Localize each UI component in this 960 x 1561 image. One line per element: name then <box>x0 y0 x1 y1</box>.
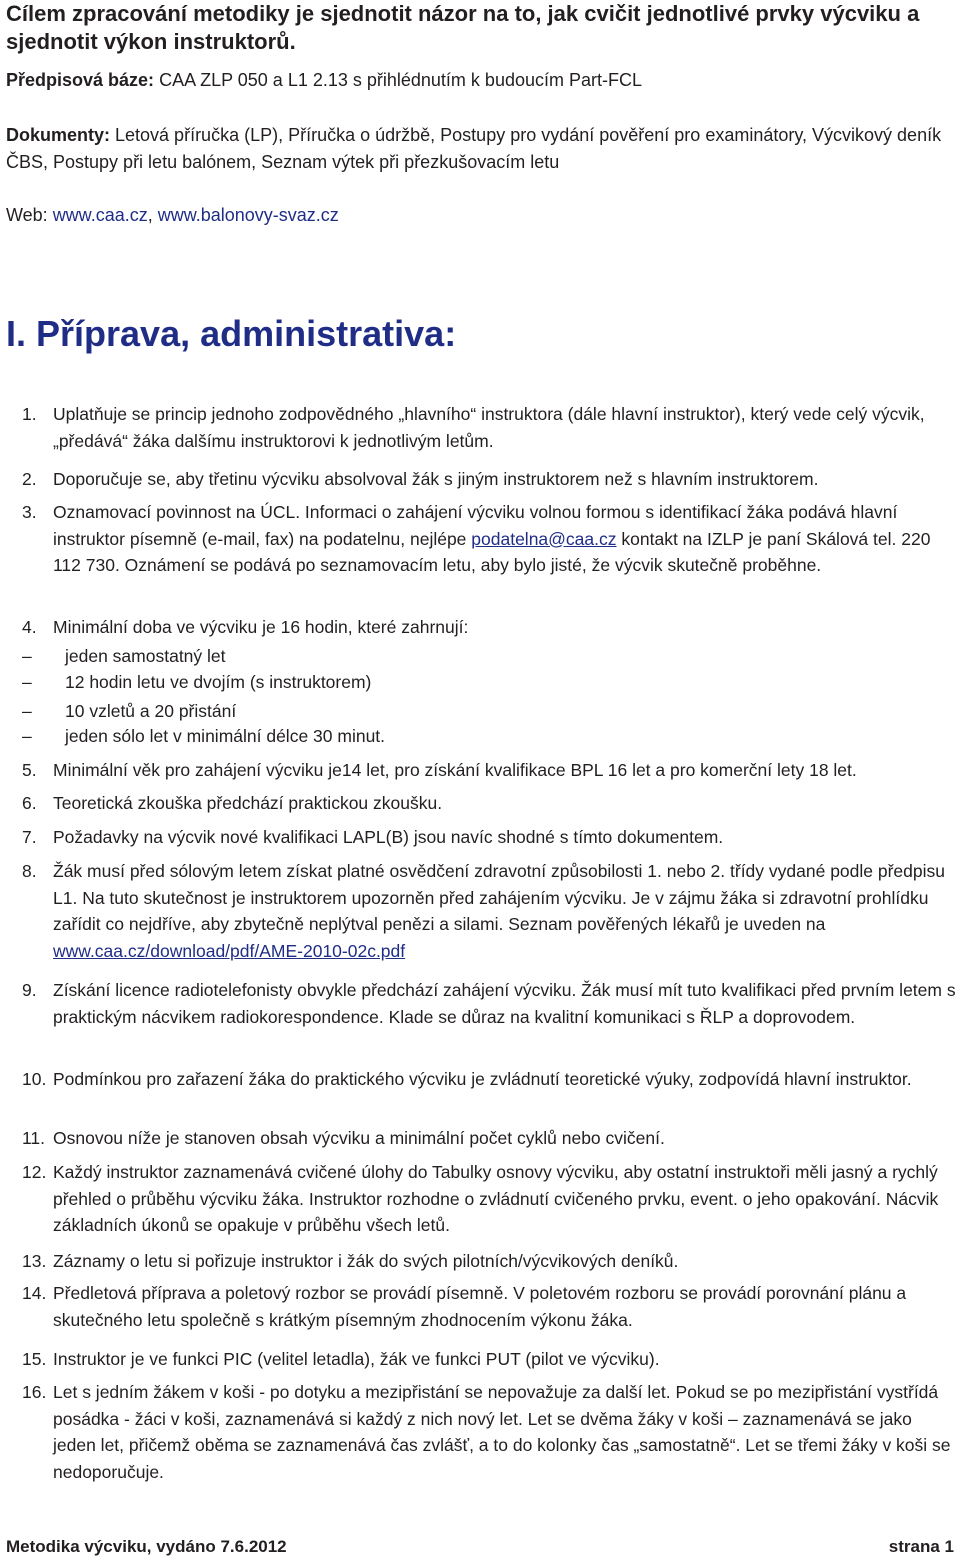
footer-document-info: Metodika výcviku, vydáno 7.6.2012 <box>6 1537 287 1556</box>
sub-item-text: 10 vzletů a 20 přistání <box>65 701 237 721</box>
item-number: 7. <box>22 827 37 847</box>
item-number: 6. <box>22 793 37 813</box>
item-number: 3. <box>22 502 37 522</box>
item-text-part: kontakt na IZLP je paní Skálová tel. 220 112 730. Oznámení se podává po seznamovacím letu, aby bylo jisté, že výcvik skutečně proběhne. <box>53 528 931 575</box>
item-number: 12. <box>22 1162 47 1182</box>
item-number: 5. <box>22 760 37 780</box>
item-number: 11. <box>22 1128 46 1148</box>
item-text: Každý instruktor zaznamenává cvičené úlohy do Tabulky osnovy výcviku, aby ostatní instruktoři měli jasný a rychlý přehled o průběhu výcviku žáka. Instruktor rozhodne o zvládnutí cvičeného prvku, event. o jeho opakování. Nácvik základních úkonů se opakuje v průběhu všech letů. <box>53 1162 939 1235</box>
item-number: 16. <box>22 1382 47 1402</box>
item-number: 4. <box>22 617 37 637</box>
item-text: Minimální věk pro zahájení výcviku je14 let, pro získání kvalifikace BPL 16 let a pro komerční lety 18 let. <box>53 760 857 780</box>
item-text: Záznamy o letu si pořizuje instruktor i žák do svých pilotních/výcvikových deníků. <box>53 1251 679 1271</box>
item-number: 8. <box>22 861 37 881</box>
list-item-15 <box>22 1346 957 1373</box>
item-text: Let s jedním žákem v koši - po dotyku a mezipřistání se nepovažuje za další let. Pokud se po mezipřistání vystřídá posádka - žáci v koši, zaznamenává si každý z nich nový let. Let se dvěma žáky v koši – zaznamenává se jako jeden let, přičemž oběma se zaznamenává čas zvlášť, a to do kolonky čas „samostatně“. Let se třemi žáky v koši se nedoporučuje. <box>53 1382 951 1482</box>
list-item-8 <box>22 858 957 964</box>
list-item-11 <box>22 1125 957 1152</box>
sub-item <box>22 698 236 724</box>
list-item-2 <box>22 466 957 493</box>
list-item-3 <box>22 499 957 579</box>
list-item-10 <box>22 1066 957 1093</box>
list-item-14 <box>22 1280 957 1333</box>
list-item-12 <box>22 1159 957 1239</box>
sub-item-text: 12 hodin letu ve dvojím (s instruktorem) <box>65 672 372 692</box>
item-text: Získání licence radiotelefonisty obvykle předchází zahájení výcviku. Žák musí mít tuto kvalifikaci před prvním letem s praktickým nácvikem radiokorespondence. Klade se důraz na kvalitní komunikaci s ŘLP a doprovodem. <box>53 980 956 1027</box>
intro-heading: Cílem zpracování metodiky je sjednotit názor na to, jak cvičit jednotlivé prvky výcviku a sjednotit výkon instruktorů. <box>6 1 920 54</box>
item-text: Minimální doba ve výcviku je 16 hodin, které zahrnují: <box>53 617 469 637</box>
item-text: Doporučuje se, aby třetinu výcviku absolvoval žák s jiným instruktorem než s hlavním instruktorem. <box>53 469 819 489</box>
dash-marker: – <box>22 701 32 721</box>
list-item-7 <box>22 824 957 851</box>
sub-item-text: jeden samostatný let <box>65 646 226 666</box>
basis-label: Předpisová báze: <box>6 70 155 90</box>
item-number: 10. <box>22 1069 47 1089</box>
web-label: Web: <box>6 205 53 225</box>
dash-marker: – <box>22 672 32 692</box>
list-item-13 <box>22 1248 957 1275</box>
documents-label: Dokumenty: <box>6 125 111 145</box>
web-link-caa[interactable]: www.caa.cz <box>52 205 148 225</box>
item-number: 15. <box>22 1349 47 1369</box>
basis-value: CAA ZLP 050 a L1 2.13 s přihlédnutím k budoucím Part-FCL <box>154 70 642 90</box>
footer-page-number: strana 1 <box>888 1537 954 1556</box>
web-link-balonovy-svaz[interactable]: www.balonovy-svaz.cz <box>157 205 339 225</box>
list-item-9 <box>22 977 957 1030</box>
list-item-5 <box>22 757 957 784</box>
list-item-6 <box>22 790 957 817</box>
item-text: Instruktor je ve funkci PIC (velitel letadla), žák ve funkci PUT (pilot ve výcviku). <box>53 1349 660 1369</box>
item-text: Osnovou níže je stanoven obsah výcviku a minimální počet cyklů nebo cvičení. <box>53 1128 665 1148</box>
item-number: 14. <box>22 1283 47 1303</box>
item-text <box>53 499 957 579</box>
item-number: 9. <box>22 980 37 1000</box>
section-title: I. Příprava, administrativa: <box>6 313 457 354</box>
item-number: 1. <box>22 404 37 424</box>
list-item-16 <box>22 1379 957 1485</box>
basis-line <box>6 67 956 94</box>
item-text-part: Žák musí před sólovým letem získat platné osvědčení zdravotní způsobilosti 1. nebo 2. třídy vydané podle předpisu L1. Na tuto skutečnost je instruktorem upozorněn před zahájením výcviku. Je v zájmu žáka si zdravotní prohlídku zařídit co nejdříve, aby zbytečně neplýtval penězi a silami. Seznam pověřených lékařů je uveden na <box>53 861 946 934</box>
item-text-part: Oznamovací povinnost na ÚCL. Informaci o zahájení výcviku volnou formou s identifikací žáka podává hlavní instruktor písemně (e-mail, fax) na podatelnu, nejlépe <box>53 502 898 549</box>
item-text: Předletová příprava a poletový rozbor se provádí písemně. V poletovém rozboru se provádí porovnání plánu a skutečného letu společně s krátkým písemným zhodnocením výkonu žáka. <box>53 1283 907 1330</box>
dash-marker: – <box>22 646 32 666</box>
sub-item <box>22 643 226 669</box>
web-separator: , <box>147 205 158 225</box>
sub-item <box>22 723 385 749</box>
ame-list-link[interactable]: www.caa.cz/download/pdf/AME-2010-02c.pdf <box>53 940 406 961</box>
documents-value: Letová příručka (LP), Příručka o údržbě, Postupy pro vydání pověření pro examinátory, Výcvikový deník ČBS, Postupy při letu balónem, Seznam výtek při přezkušovacím letu <box>6 125 942 172</box>
item-text: Uplatňuje se princip jednoho zodpovědného „hlavního“ instruktora (dále hlavní instruktor), který vede celý výcvik, „předává“ žáka dalšímu instruktorovi k jednotlivým letům. <box>53 404 925 451</box>
podatelna-email-link[interactable]: podatelna@caa.cz <box>471 528 617 549</box>
web-line <box>6 202 956 229</box>
item-number: 13. <box>22 1251 47 1271</box>
item-text: Požadavky na výcvik nové kvalifikaci LAPL(B) jsou navíc shodné s tímto dokumentem. <box>53 827 724 847</box>
documents-line <box>6 122 956 176</box>
item-text: Teoretická zkouška předchází praktickou zkoušku. <box>53 793 443 813</box>
item-number: 2. <box>22 469 37 489</box>
sub-item <box>22 669 371 695</box>
item-text: Podmínkou pro zařazení žáka do praktického výcviku je zvládnutí teoretické výuky, zodpovídá hlavní instruktor. <box>53 1069 912 1089</box>
list-item-1 <box>22 401 957 454</box>
item-text <box>53 858 957 964</box>
sub-item-text: jeden sólo let v minimální délce 30 minut. <box>65 726 386 746</box>
dash-marker: – <box>22 726 32 746</box>
list-item-4 <box>22 614 957 641</box>
